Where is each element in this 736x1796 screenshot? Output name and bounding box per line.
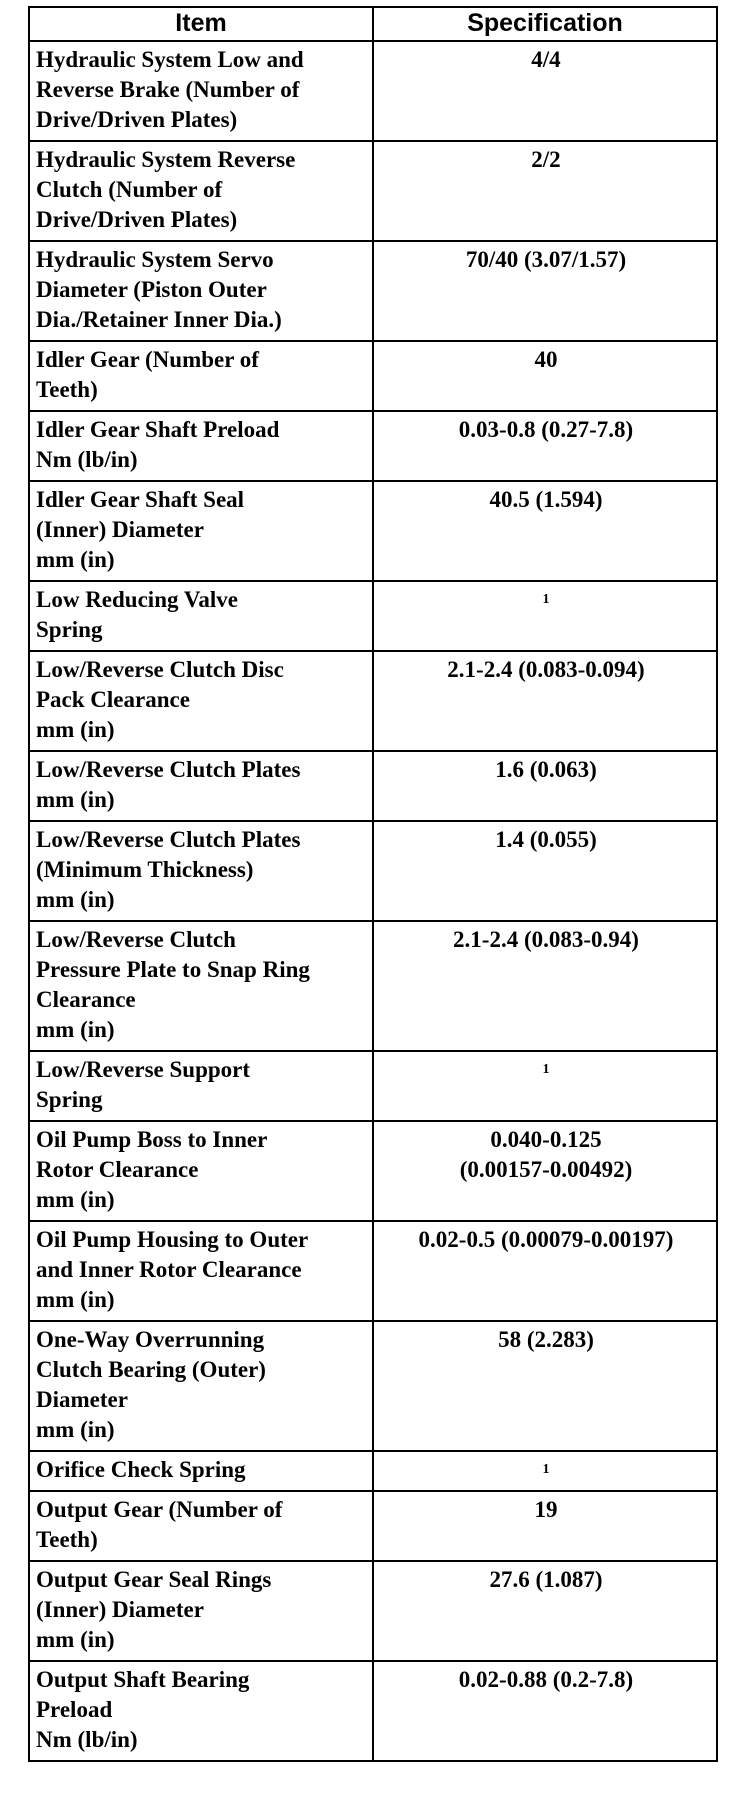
table-row: [29, 341, 717, 411]
specification-cell: 1: [373, 1051, 717, 1121]
table-row: [29, 581, 717, 651]
item-cell: Output Gear Seal Rings (Inner) Diameter mm (in): [29, 1561, 373, 1661]
table-row: [29, 821, 717, 921]
item-cell: Hydraulic System Reverse Clutch (Number of Drive/Driven Plates): [29, 141, 373, 241]
header-row: [29, 7, 717, 41]
table-row: [29, 1561, 717, 1661]
table-row: [29, 1451, 717, 1491]
item-cell: Low Reducing Valve Spring: [29, 581, 373, 651]
item-cell: One-Way Overrunning Clutch Bearing (Outer) Diameter mm (in): [29, 1321, 373, 1451]
table-row: [29, 1051, 717, 1121]
item-cell: Oil Pump Housing to Outer and Inner Rotor Clearance mm (in): [29, 1221, 373, 1321]
table-row: [29, 921, 717, 1051]
table-row: [29, 481, 717, 581]
item-cell: Idler Gear (Number of Teeth): [29, 341, 373, 411]
item-cell: Output Shaft Bearing Preload Nm (lb/in): [29, 1661, 373, 1761]
specification-cell: 0.040-0.125 (0.00157-0.00492): [373, 1121, 717, 1221]
specification-table: [28, 6, 718, 1762]
item-cell: Low/Reverse Clutch Pressure Plate to Snap Ring Clearance mm (in): [29, 921, 373, 1051]
specification-cell: 2/2: [373, 141, 717, 241]
item-cell: Output Gear (Number of Teeth): [29, 1491, 373, 1561]
specification-column-header: Specification: [373, 7, 717, 41]
table-row: [29, 1491, 717, 1561]
specification-cell: 40: [373, 341, 717, 411]
table-body: [29, 41, 717, 1761]
specification-cell: 2.1-2.4 (0.083-0.94): [373, 921, 717, 1051]
specification-cell: 0.02-0.88 (0.2-7.8): [373, 1661, 717, 1761]
specification-cell: 40.5 (1.594): [373, 481, 717, 581]
item-cell: Low/Reverse Clutch Plates mm (in): [29, 751, 373, 821]
specification-cell: 0.02-0.5 (0.00079-0.00197): [373, 1221, 717, 1321]
item-cell: Hydraulic System Servo Diameter (Piston Outer Dia./Retainer Inner Dia.): [29, 241, 373, 341]
item-cell: Idler Gear Shaft Preload Nm (lb/in): [29, 411, 373, 481]
specification-cell: 2.1-2.4 (0.083-0.094): [373, 651, 717, 751]
item-cell: Hydraulic System Low and Reverse Brake (Number of Drive/Driven Plates): [29, 41, 373, 141]
table-row: [29, 751, 717, 821]
table-row: [29, 1661, 717, 1761]
specification-cell: 1.6 (0.063): [373, 751, 717, 821]
item-cell: Oil Pump Boss to Inner Rotor Clearance mm (in): [29, 1121, 373, 1221]
table-row: [29, 651, 717, 751]
item-cell: Low/Reverse Clutch Disc Pack Clearance mm (in): [29, 651, 373, 751]
specification-cell: 58 (2.283): [373, 1321, 717, 1451]
table-row: [29, 1221, 717, 1321]
specification-cell: 1.4 (0.055): [373, 821, 717, 921]
table-row: [29, 241, 717, 341]
specification-cell: 1: [373, 1451, 717, 1491]
item-cell: Idler Gear Shaft Seal (Inner) Diameter mm (in): [29, 481, 373, 581]
specification-cell: 70/40 (3.07/1.57): [373, 241, 717, 341]
table-row: [29, 41, 717, 141]
specification-cell: 27.6 (1.087): [373, 1561, 717, 1661]
item-column-header: Item: [29, 7, 373, 41]
item-cell: Orifice Check Spring: [29, 1451, 373, 1491]
table-row: [29, 1121, 717, 1221]
table-row: [29, 141, 717, 241]
specification-cell: 4/4: [373, 41, 717, 141]
item-cell: Low/Reverse Clutch Plates (Minimum Thickness) mm (in): [29, 821, 373, 921]
table-row: [29, 411, 717, 481]
specification-cell: 0.03-0.8 (0.27-7.8): [373, 411, 717, 481]
table-row: [29, 1321, 717, 1451]
specification-cell: 1: [373, 581, 717, 651]
item-cell: Low/Reverse Support Spring: [29, 1051, 373, 1121]
specification-cell: 19: [373, 1491, 717, 1561]
